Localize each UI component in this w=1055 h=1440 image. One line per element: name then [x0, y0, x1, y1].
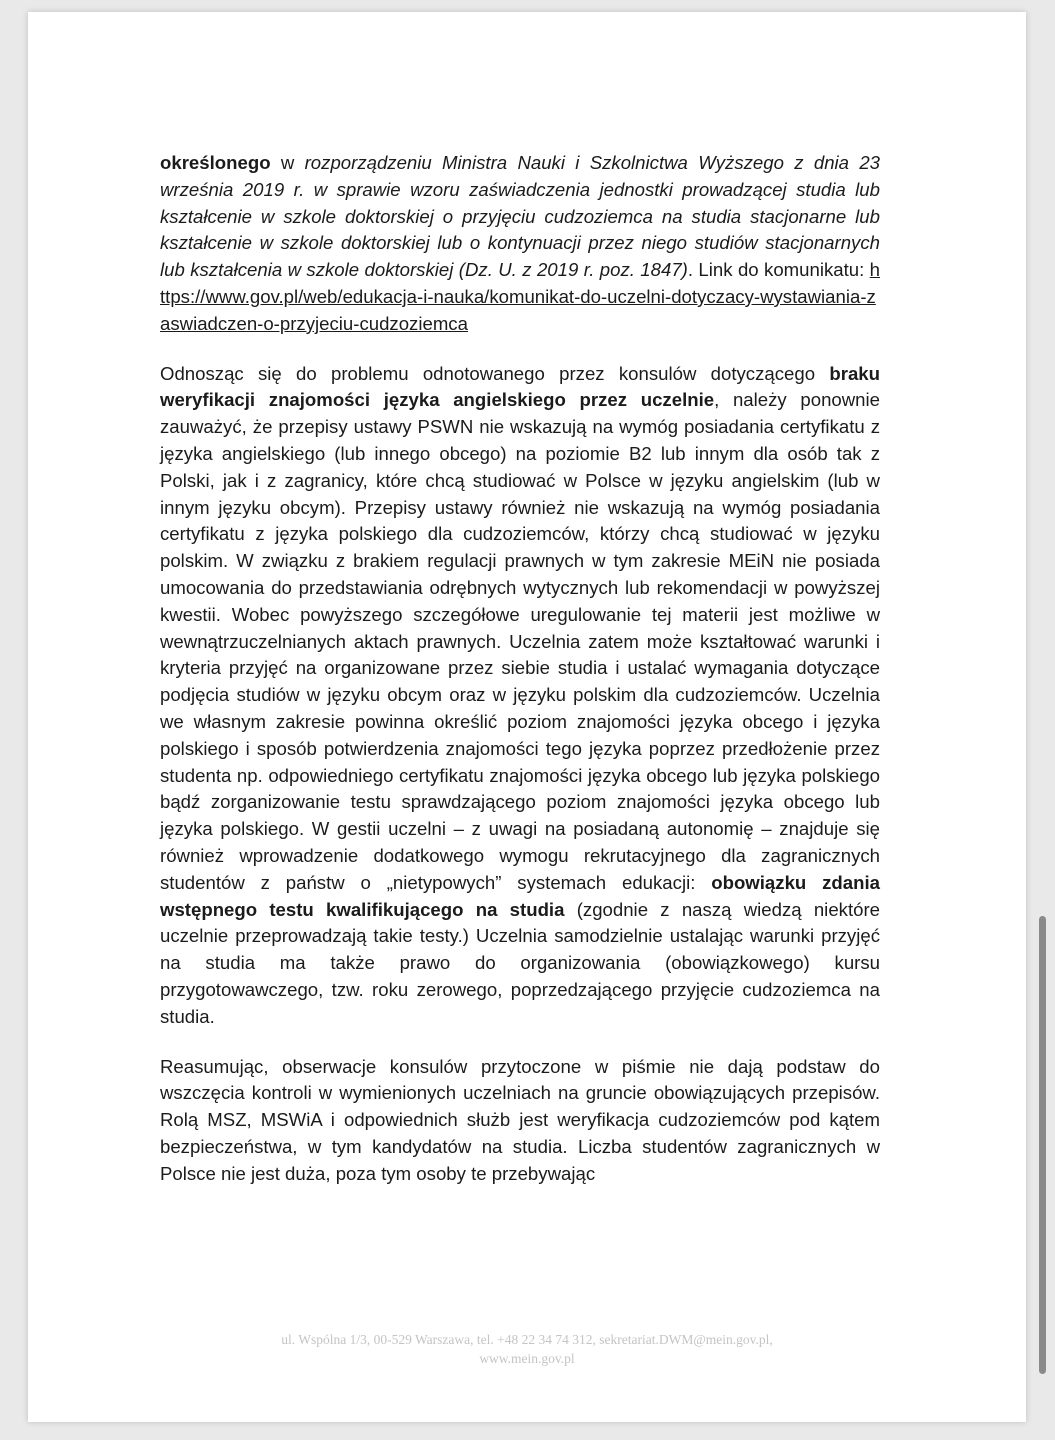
- paragraph-2: [160, 361, 880, 1031]
- paragraph-1-text-1: w: [270, 152, 305, 173]
- footer-address: ul. Wspólna 1/3, 00-529 Warszawa, tel. +48 22 34 74 312, sekretariat.DWM@mein.gov.pl,: [281, 1332, 773, 1347]
- komunikat-link[interactable]: https://www.gov.pl/web/edukacja-i-nauka/komunikat-do-uczelni-dotyczacy-wystawiania-zaswiadczen-o-przyjeciu-cudzoziemca: [160, 259, 881, 334]
- paragraph-2-bold-1: braku weryfikacji znajomości języka angielskiego przez uczelnie: [160, 362, 880, 411]
- footer-website: www.mein.gov.pl: [479, 1351, 575, 1366]
- paragraph-1-text-2: . Link do komunikatu:: [687, 259, 870, 281]
- document-page: [28, 12, 1026, 1422]
- paragraph-2-text-1: Odnosząc się do problemu odnotowanego przez konsulów dotyczącego: [160, 362, 830, 384]
- paragraph-2-text-3: (zgodnie z naszą wiedzą niektóre uczelnie przeprowadzają takie testy.) Uczelnia samodzielnie ustalając warunki przyjęć na studia ma także prawo do organizowania (obowiązkowego) kursu przygotowawczego, tzw. roku zerowego, poprzedzającego przyjęcie cudzoziemca na studia.: [160, 898, 880, 1027]
- paragraph-1-regulation-title: rozporządzeniu Ministra Nauki i Szkolnictwa Wyższego z dnia 23 września 2019 r. w sprawie wzoru zaświadczenia jednostki prowadzącej studia lub kształcenie w szkole doktorskiej o przyjęciu cudzoziemca na studia stacjonarne lub kształcenie w szkole doktorskiej lub o kontynuacji przez niego studiów stacjonarnych lub kształcenia w szkole doktorskiej (Dz. U. z 2019 r. poz. 1847): [160, 152, 881, 281]
- vertical-scrollbar[interactable]: [1039, 916, 1046, 1374]
- paragraph-2-text-2: , należy ponownie zauważyć, że przepisy ustawy PSWN nie wskazują na wymóg posiadania certyfikatu z języka angielskiego (lub innego obcego) na poziomie B2 lub innym dla osób tak z Polski, jak i z zagranicy, które chcą studiować w Polsce w języku angielskim (lub w innym języku obcym). Przepisy ustawy również nie wskazują na wymóg posiadania certyfikatu z języka polskiego dla cudzoziemców, którzy chcą studiować w języku polskim. W związku z brakiem regulacji prawnych w tym zakresie MEiN nie posiada umocowania do przedstawiania odrębnych wytycznych lub rekomendacji w powyższej kwestii. Wobec powyższego szczegółowe uregulowanie tej materii jest możliwe w wewnątrzuczelnianych aktach prawnych. Uczelnia zatem może kształtować warunki i kryteria przyjęć na organizowane przez siebie studia i ustalać wymagania dotyczące podjęcia studiów w języku obcym oraz w języku polskim dla cudzoziemców. Uczelnia we własnym zakresie powinna określić poziom znajomości języka obcego i języka polskiego i sposób potwierdzenia znajomości tego języka poprzez przedłożenie przez studenta np. odpowiedniego certyfikatu znajomości języka obcego lub języka polskiego bądź zorganizowanie testu sprawdzającego poziom znajomości języka obcego lub języka polskiego. W gestii uczelni – z uwagi na posiadaną autonomię – znajduje się również wprowadzenie dodatkowego wymogu rekrutacyjnego dla zagranicznych studentów z państw o „nietypowych” systemach edukacji:: [160, 389, 880, 893]
- paragraph-1-bold-start: określonego: [160, 152, 271, 173]
- paragraph-2-bold-2: obowiązku zdania wstępnego testu kwalifikującego na studia: [160, 871, 880, 920]
- document-body: [160, 150, 880, 1187]
- paragraph-1: [160, 150, 880, 338]
- paragraph-3: Reasumując, obserwacje konsulów przytoczone w piśmie nie dają podstaw do wszczęcia kontroli w wymienionych uczelniach na gruncie obowiązujących przepisów. Rolą MSZ, MSWiA i odpowiednich służb jest weryfikacja cudzoziemców pod kątem bezpieczeństwa, w tym kandydatów na studia. Liczba studentów zagranicznych w Polsce nie jest duża, poza tym osoby te przebywając: [160, 1055, 880, 1184]
- page-footer: [28, 1330, 1026, 1368]
